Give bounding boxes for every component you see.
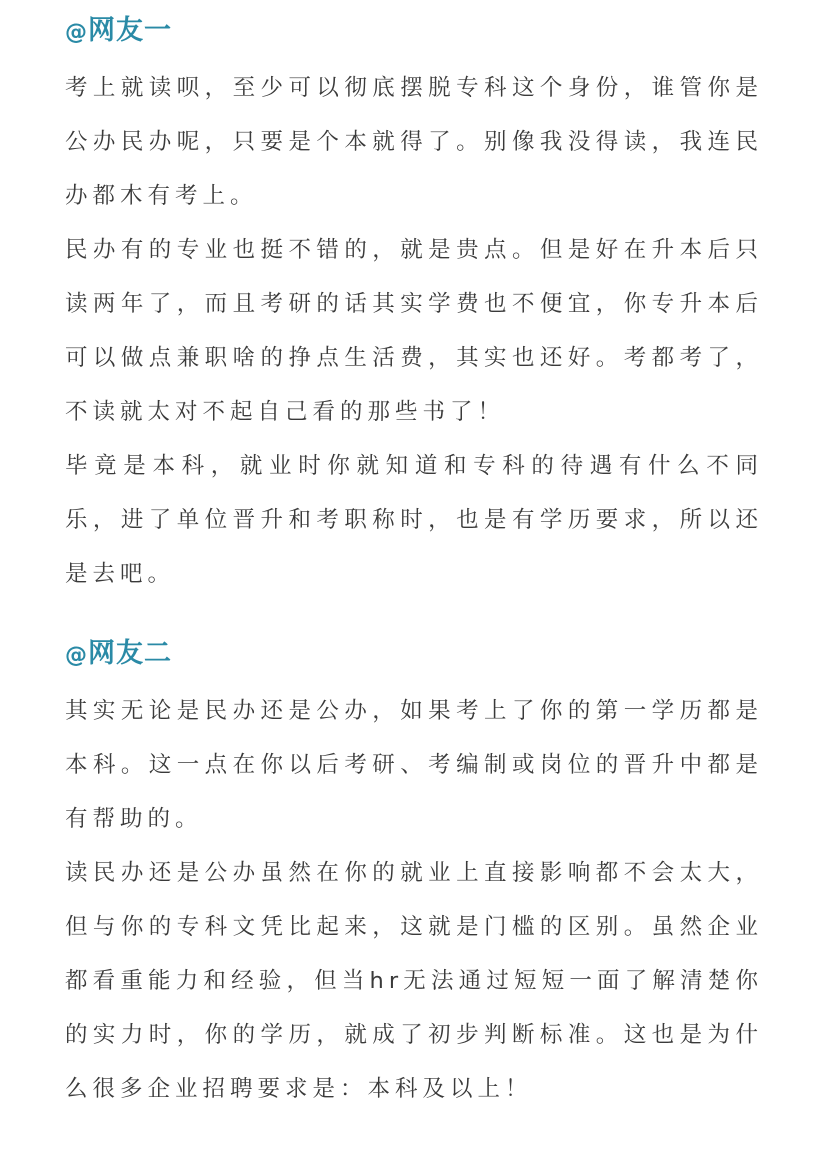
user-name: 网友一 xyxy=(88,15,172,46)
paragraph: 读民办还是公办虽然在你的就业上直接影响都不会太大，但与你的专科文凭比起来，这就是门槛的区别。虽然企业都看重能力和经验，但当hr无法通过短短一面了解清楚你的实力时，你的学历，就成了初步判断标准。这也是为什么很多企业招聘要求是：本科及以上！ xyxy=(65,860,763,1102)
at-symbol: @ xyxy=(65,20,88,45)
comment-section-1 xyxy=(65,16,763,601)
comment-section-2 xyxy=(65,639,763,1116)
paragraph: 考上就读呗，至少可以彻底摆脱专科这个身份，谁管你是公办民办呢，只要是个本就得了。别像我没得读，我连民办都木有考上。 xyxy=(65,75,763,209)
section-heading xyxy=(65,639,763,671)
at-symbol: @ xyxy=(65,643,88,668)
paragraph: 其实无论是民办还是公办，如果考上了你的第一学历都是本科。这一点在你以后考研、考编制或岗位的晋升中都是有帮助的。 xyxy=(65,698,763,832)
user-name: 网友二 xyxy=(88,638,172,669)
paragraph: 毕竟是本科，就业时你就知道和专科的待遇有什么不同乐，进了单位晋升和考职称时，也是有学历要求，所以还是去吧。 xyxy=(65,453,763,587)
article-body xyxy=(65,0,763,1116)
paragraph: 民办有的专业也挺不错的，就是贵点。但是好在升本后只读两年了，而且考研的话其实学费也不便宜，你专升本后可以做点兼职啥的挣点生活费，其实也还好。考都考了，不读就太对不起自己看的那些书了！ xyxy=(65,237,763,425)
section-heading xyxy=(65,16,763,48)
